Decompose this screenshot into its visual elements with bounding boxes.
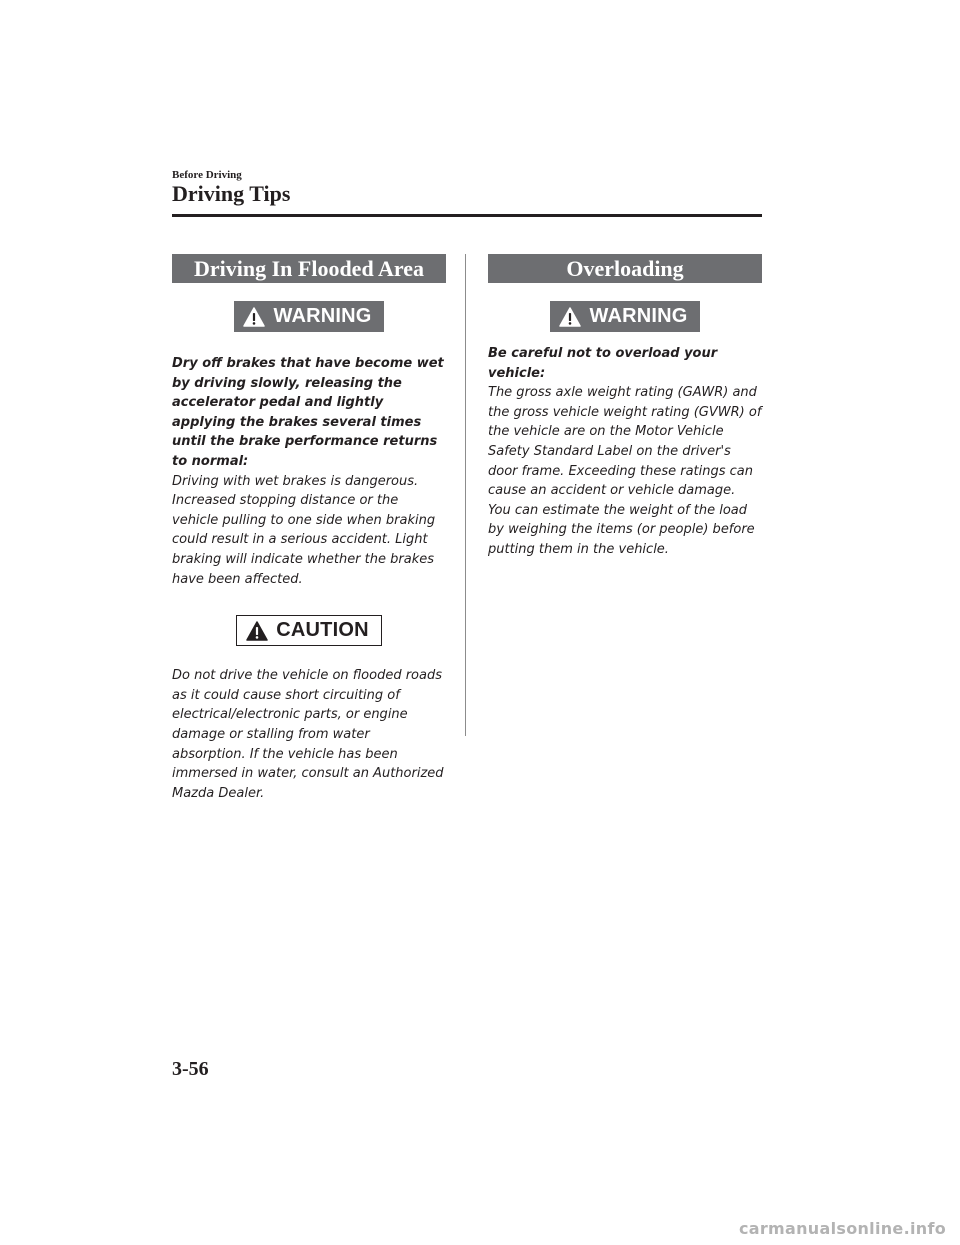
warning-badge <box>550 301 699 332</box>
title-rule <box>172 214 762 217</box>
warning-label: WARNING <box>589 305 688 327</box>
chapter-title: Driving Tips <box>172 181 291 206</box>
caution-badge <box>236 615 382 646</box>
left-column <box>172 254 446 803</box>
overload-lead-text: Be careful not to overload your vehicle: <box>488 346 718 381</box>
caution-label: CAUTION <box>276 619 369 642</box>
warning-badge <box>234 301 383 332</box>
watermark: carmanualsonline.info <box>738 1219 946 1238</box>
right-column <box>488 254 762 560</box>
section-kicker: Before Driving <box>172 169 242 181</box>
warning-badge-row <box>488 301 762 332</box>
warning-lead-text: Dry off brakes that have become wet by driving slowly, releasing the accelerator pedal and lightly applying the brakes several times until the brake performance returns to normal: <box>172 356 444 469</box>
page-number: 3-56 <box>172 1058 209 1080</box>
overload-body-text: The gross axle weight rating (GAWR) and the gross vehicle weight rating (GVWR) of the vehicle are on the Motor Vehicle Safety Standard Label on the driver's door frame. Exceeding these ratings can cause an accident or vehicle damage. You can estimate the weight of the load by weighing the items (or people) before putting them in the vehicle. <box>488 385 762 557</box>
alert-triangle-icon <box>243 307 265 327</box>
section-banner-overloading: Overloading <box>488 254 762 283</box>
caution-body-text: Do not drive the vehicle on flooded roads as it could cause short circuiting of electrical/electronic parts, or engine damage or stalling from water absorption. If the vehicle has been immersed in water, consult an Authorized Mazda Dealer. <box>172 668 444 801</box>
column-divider <box>465 254 466 736</box>
alert-triangle-icon <box>559 307 581 327</box>
section-banner-flooded: Driving In Flooded Area <box>172 254 446 283</box>
warning-body-text: Driving with wet brakes is dangerous. Increased stopping distance or the vehicle pulling to one side when braking could result in a serious accident. Light braking will indicate whether the brakes have been affected. <box>172 473 436 587</box>
caution-badge-row <box>172 615 446 646</box>
warning-label: WARNING <box>273 305 372 327</box>
warning-badge-row <box>172 301 446 332</box>
alert-triangle-icon <box>246 621 268 641</box>
